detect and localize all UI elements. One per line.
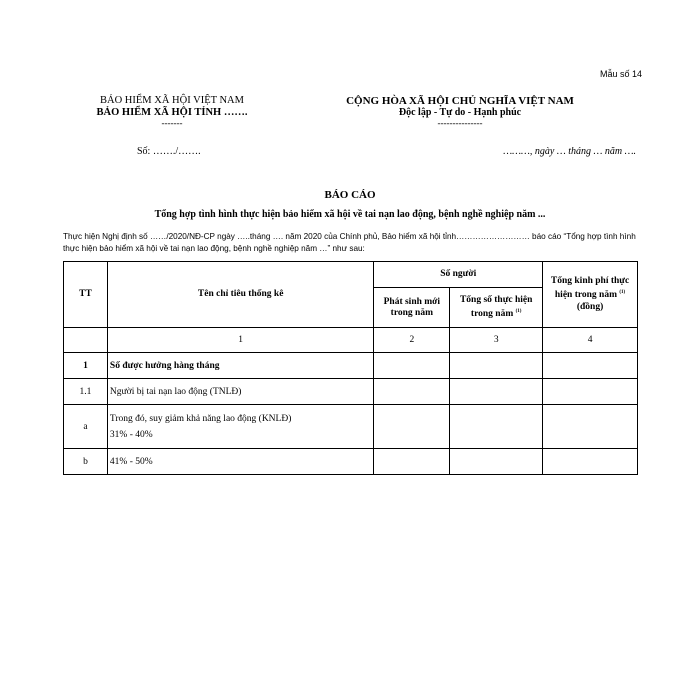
header-tt: TT: [64, 262, 108, 328]
nation-title: CỘNG HÒA XÃ HỘI CHỦ NGHĨA VIỆT NAM: [346, 95, 574, 107]
column-number-4: 4: [543, 328, 638, 353]
row-name: Trong đó, suy giảm khả năng lao động (KNLĐ): [109, 413, 292, 424]
nation-motto: Độc lập - Tự do - Hạnh phúc: [398, 107, 522, 118]
row-tt: 1: [64, 353, 108, 379]
row-tt: a: [64, 405, 108, 449]
national-motto-header: [340, 95, 580, 128]
header-total-cost: [543, 262, 638, 328]
header-people-group: Số người: [374, 262, 543, 288]
document-number: Số: ……./…….: [137, 146, 201, 157]
row-cell: [450, 379, 543, 405]
agency-line-2: BẢO HIỂM XÃ HỘI TỈNH …….: [96, 107, 248, 118]
column-number-1: 1: [107, 328, 373, 353]
header-total-cost-label: Tổng kinh phí thực hiện trong năm: [550, 276, 630, 301]
table-row: [64, 405, 638, 449]
table-row: [64, 379, 638, 405]
statistics-table: [63, 261, 638, 475]
row-cell: [374, 379, 450, 405]
report-title: BÁO CÁO: [324, 189, 376, 201]
table-row: [64, 353, 638, 379]
header-total-performed: [450, 288, 543, 328]
document-date: ………, ngày … tháng … năm ….: [503, 146, 636, 157]
header-indicator-name: Tên chỉ tiêu thống kê: [107, 262, 373, 328]
agency-line-1: BẢO HIỂM XÃ HỘI VIỆT NAM: [100, 95, 244, 106]
issuing-agency-header: [92, 95, 252, 128]
row-name: 41% - 50%: [107, 449, 373, 475]
row-cell: [450, 449, 543, 475]
row-cell: [543, 405, 638, 449]
row-tt: 1.1: [64, 379, 108, 405]
header-total-performed-note: (1): [515, 308, 522, 314]
nation-divider: ---------------: [437, 118, 483, 128]
row-cell: [450, 405, 543, 449]
row-cell: [543, 353, 638, 379]
form-number: Mẫu số 14: [599, 69, 642, 79]
column-number-3: 3: [450, 328, 543, 353]
row-subrange: 31% - 40%: [109, 429, 153, 440]
row-cell: [374, 405, 450, 449]
table-row: [64, 449, 638, 475]
header-total-cost-unit: (đồng): [576, 301, 604, 312]
column-number-2: 2: [374, 328, 450, 353]
header-total-performed-label: Tổng số thực hiện trong năm: [459, 294, 533, 320]
row-name: Số được hưởng hàng tháng: [107, 353, 373, 379]
row-tt: b: [64, 449, 108, 475]
row-name: Người bị tai nạn lao động (TNLĐ): [107, 379, 373, 405]
agency-divider: -------: [161, 118, 183, 128]
row-cell: [374, 449, 450, 475]
row-cell: [543, 379, 638, 405]
column-number-empty: [64, 328, 108, 353]
row-cell: [374, 353, 450, 379]
report-subtitle: Tổng hợp tình hình thực hiện bảo hiểm xã hội về tai nạn lao động, bệnh nghề nghiệp năm ...: [154, 209, 546, 220]
header-total-cost-note: (1): [619, 290, 626, 296]
row-cell: [543, 449, 638, 475]
header-new-in-year: Phát sinh mới trong năm: [374, 288, 450, 328]
intro-paragraph: Thực hiện Nghị định số ……/2020/NĐ-CP ngày …..tháng …. năm 2020 của Chính phủ, Bảo hiểm xã hội tỉnh……………………… báo cáo “Tổng hợp tình hình thực hiện bảo hiểm xã hội về tai nạn lao động, bệnh nghề nghiệp năm …” như sau:: [63, 232, 636, 253]
row-name-cell: [107, 405, 373, 449]
row-cell: [450, 353, 543, 379]
